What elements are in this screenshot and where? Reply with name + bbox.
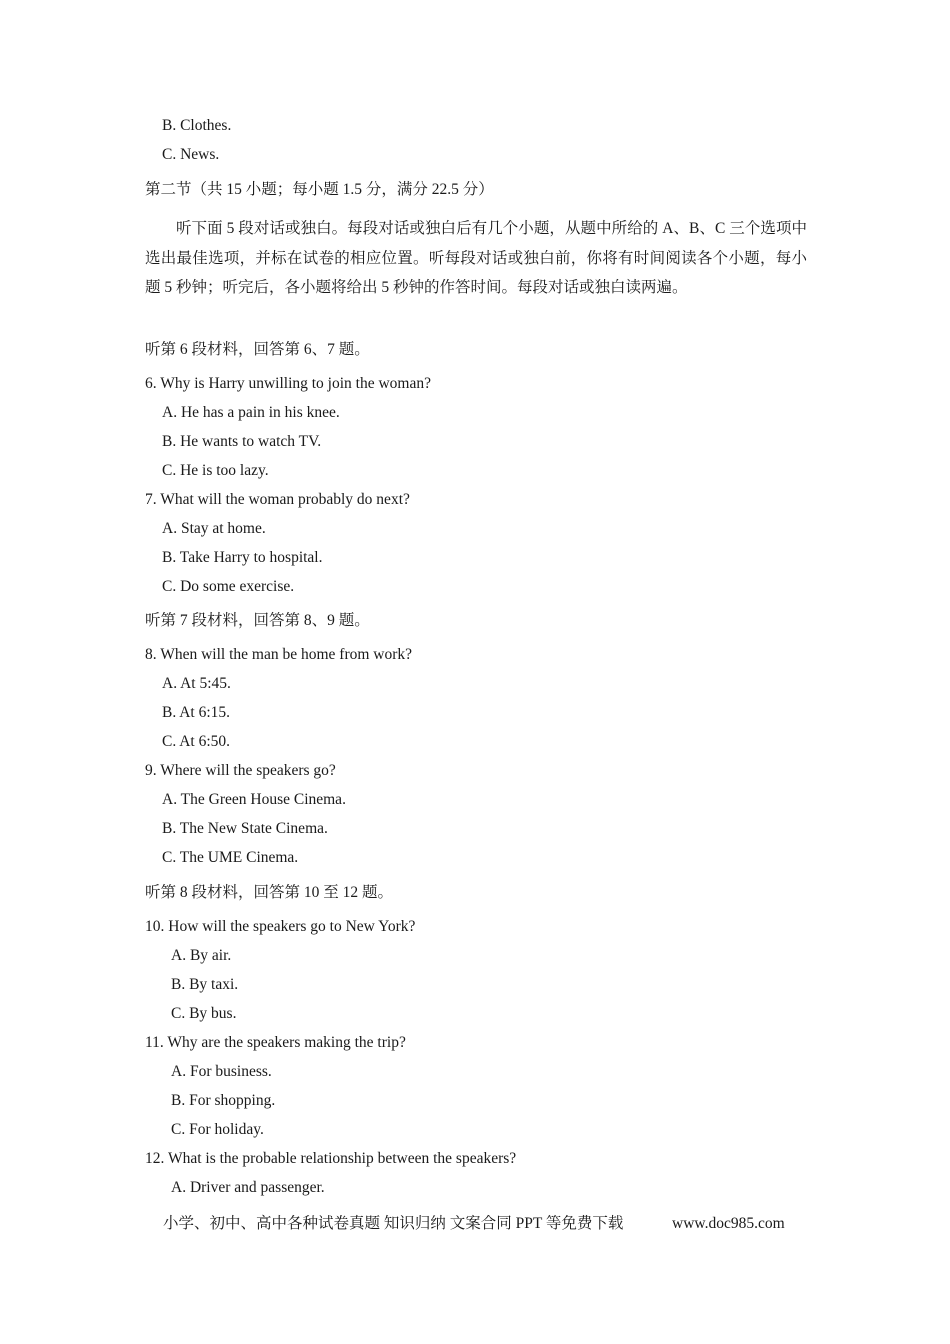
- option-c: C. Do some exercise.: [162, 578, 295, 595]
- option-b: B. By taxi.: [171, 976, 239, 993]
- group-header: 听第 8 段材料，回答第 10 至 12 题。: [145, 884, 394, 901]
- option-b: B. Take Harry to hospital.: [162, 549, 323, 566]
- option-a: A. The Green House Cinema.: [162, 791, 346, 808]
- footer-text: 小学、初中、高中各种试卷真题 知识归纳 文案合同 PPT 等免费下载: [163, 1215, 624, 1232]
- option-c: C. He is too lazy.: [162, 462, 269, 479]
- option-c: C. News.: [162, 146, 220, 163]
- option-a: A. By air.: [171, 947, 232, 964]
- group-header: 听第 6 段材料，回答第 6、7 题。: [145, 341, 370, 358]
- option-b: B. At 6:15.: [162, 704, 231, 721]
- instructions-paragraph: 听下面 5 段对话或独白。每段对话或独白后有几个小题，从题中所给的 A、B、C 三个选项中选出最佳选项，并标在试卷的相应位置。听每段对话或独白前，你将有时间阅读各个小题，每小题 5 秒钟；听完后，各小题将给出 5 秒钟的作答时间。每段对话或独白读两遍。: [145, 220, 807, 296]
- option-b: B. He wants to watch TV.: [162, 433, 322, 450]
- footer-website-link[interactable]: www.doc985.com: [672, 1215, 785, 1232]
- option-a: A. Stay at home.: [162, 520, 266, 537]
- question-stem: 9. Where will the speakers go?: [145, 762, 336, 779]
- option-c: C. The UME Cinema.: [162, 849, 299, 866]
- option-b: B. The New State Cinema.: [162, 820, 328, 837]
- option-c: C. At 6:50.: [162, 733, 231, 750]
- option-a: A. At 5:45.: [162, 675, 231, 692]
- option-a: A. Driver and passenger.: [171, 1179, 325, 1196]
- option-c: C. By bus.: [171, 1005, 237, 1022]
- option-b: B. For shopping.: [171, 1092, 276, 1109]
- question-stem: 6. Why is Harry unwilling to join the woman?: [145, 375, 431, 392]
- question-stem: 11. Why are the speakers making the trip?: [145, 1034, 406, 1051]
- question-stem: 8. When will the man be home from work?: [145, 646, 413, 663]
- option-b: B. Clothes.: [162, 117, 232, 134]
- group-header: 听第 7 段材料，回答第 8、9 题。: [145, 612, 370, 629]
- question-stem: 10. How will the speakers go to New York?: [145, 918, 416, 935]
- question-stem: 12. What is the probable relationship between the speakers?: [145, 1150, 517, 1167]
- option-a: A. He has a pain in his knee.: [162, 404, 340, 421]
- option-a: A. For business.: [171, 1063, 272, 1080]
- section-header: 第二节（共 15 小题；每小题 1.5 分，满分 22.5 分）: [145, 181, 494, 198]
- option-c: C. For holiday.: [171, 1121, 264, 1138]
- question-stem: 7. What will the woman probably do next?: [145, 491, 410, 508]
